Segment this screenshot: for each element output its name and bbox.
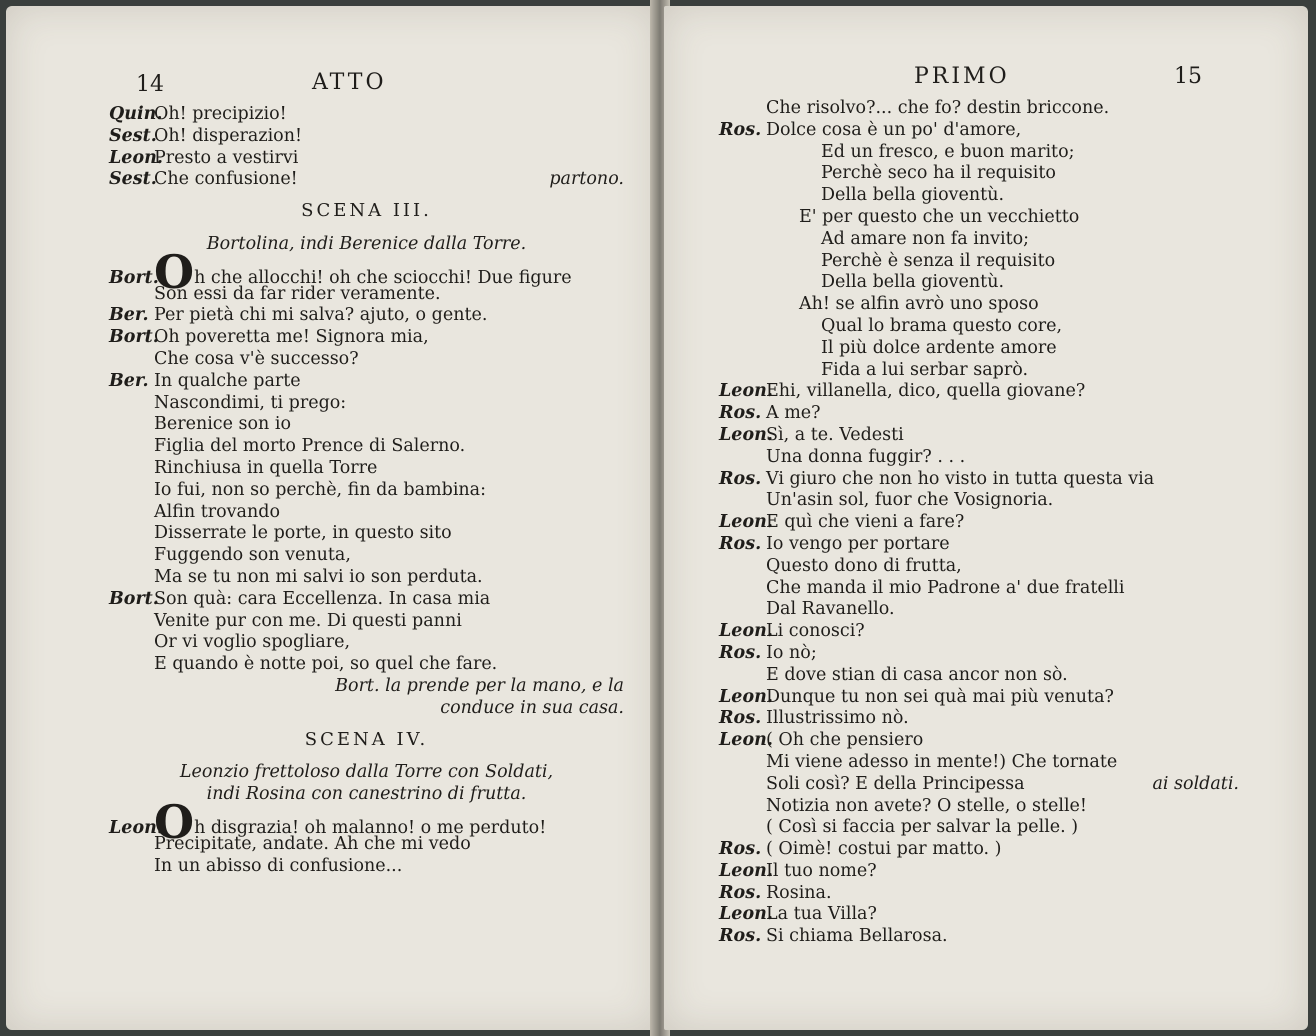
text-line bbox=[719, 98, 1239, 120]
text-line bbox=[719, 403, 1239, 425]
text-line bbox=[109, 305, 624, 327]
text-line bbox=[109, 480, 624, 502]
dialogue-text: Che manda il mio Padrone a' due fratelli bbox=[766, 577, 1125, 598]
running-header: PRIMO bbox=[914, 64, 1010, 89]
text-line bbox=[109, 349, 624, 371]
dialogue-text: Precipitate, andate. Ah che mi vedo bbox=[154, 833, 471, 854]
speaker-label: Leon. bbox=[719, 860, 773, 881]
dialogue-text: Presto a vestirvi bbox=[154, 147, 299, 168]
stage-direction: partono. bbox=[549, 169, 624, 190]
page-number: 14 bbox=[136, 72, 164, 97]
dialogue-text: Berenice son io bbox=[154, 414, 292, 435]
dialogue-text: Alfin trovando bbox=[154, 501, 281, 522]
text-line bbox=[719, 817, 1239, 839]
dialogue-text: h che allocchi! oh che sciocchi! Due figure bbox=[194, 267, 572, 288]
stage-direction-text: Bortolina, indi Berenice dalla Torre. bbox=[206, 233, 527, 254]
text-line bbox=[109, 436, 624, 458]
dialogue-text: Ma se tu non mi salvi io son perduta. bbox=[154, 566, 483, 587]
drop-cap: O bbox=[154, 794, 195, 849]
dialogue-text: Illustrissimo nò. bbox=[766, 708, 909, 729]
left-page bbox=[6, 6, 656, 1030]
dialogue-text: Ad amare non fa invito; bbox=[821, 228, 1030, 249]
text-line bbox=[719, 381, 1239, 403]
dialogue-text: In qualche parte bbox=[154, 370, 301, 391]
dialogue-text: Notizia non avete? O stelle, o stelle! bbox=[766, 795, 1087, 816]
text-line bbox=[719, 120, 1239, 142]
running-header: ATTO bbox=[312, 70, 387, 95]
text-line bbox=[719, 338, 1239, 360]
dialogue-text: Vi giuro che non ho visto in tutta questa via bbox=[766, 468, 1155, 489]
dialogue-text: Io fui, non so perchè, fin da bambina: bbox=[154, 479, 487, 500]
dialogue-text: E dove stian di casa ancor non sò. bbox=[766, 664, 1068, 685]
text-line bbox=[719, 599, 1239, 621]
text-line bbox=[719, 708, 1239, 730]
speaker-label: Leon. bbox=[719, 424, 773, 445]
text-line bbox=[109, 589, 624, 611]
dialogue-text: In un abisso di confusione... bbox=[154, 855, 403, 876]
speaker-label: Leon. bbox=[109, 147, 163, 168]
dialogue-text: Dolce cosa è un po' d'amore, bbox=[766, 119, 1022, 140]
dialogue-text: Perchè seco ha il requisito bbox=[821, 163, 1056, 184]
speaker-label: Ros. bbox=[719, 119, 762, 140]
speaker-label: Leon. bbox=[719, 512, 773, 533]
stage-direction bbox=[109, 698, 624, 720]
dialogue-text: Della bella gioventù. bbox=[821, 272, 1005, 293]
scene-title: SCENA III. bbox=[301, 200, 432, 222]
stage-direction-text: Leonzio frettoloso dalla Torre con Soldati, bbox=[179, 762, 554, 783]
text-line bbox=[109, 327, 624, 349]
text-line bbox=[719, 294, 1239, 316]
text-line bbox=[719, 796, 1239, 818]
stage-direction: ai soldati. bbox=[1152, 773, 1239, 794]
dialogue-text: Si chiama Bellarosa. bbox=[766, 926, 948, 947]
speaker-label: Ros. bbox=[719, 533, 762, 554]
text-line bbox=[109, 371, 624, 393]
text-line bbox=[719, 904, 1239, 926]
speaker-label: Bort. bbox=[109, 588, 159, 609]
stage-direction-text: conduce in sua casa. bbox=[440, 697, 624, 718]
dialogue-text: Dal Ravanello. bbox=[766, 599, 895, 620]
text-line bbox=[719, 730, 1239, 752]
dialogue-text: Che risolvo?... che fo? destin briccone. bbox=[766, 98, 1110, 118]
dialogue-text: E quando è notte poi, so quel che fare. bbox=[154, 654, 498, 675]
speaker-label: Ros. bbox=[719, 882, 762, 903]
dialogue-text: Un'asin sol, fuor che Vosignoria. bbox=[766, 490, 1054, 511]
dialogue-text: Io nò; bbox=[766, 642, 817, 663]
text-line bbox=[719, 251, 1239, 273]
speaker-label: Ros. bbox=[719, 708, 762, 729]
text-line bbox=[109, 169, 624, 191]
text-line bbox=[109, 148, 624, 170]
text-line bbox=[109, 545, 624, 567]
scene-title: SCENA IV. bbox=[304, 728, 429, 750]
text-line bbox=[109, 523, 624, 545]
text-line bbox=[719, 360, 1239, 382]
dialogue-text: Rosina. bbox=[766, 882, 832, 903]
dialogue-text: Io vengo per portare bbox=[766, 533, 950, 554]
dialogue-text: Rinchiusa in quella Torre bbox=[154, 457, 378, 478]
text-line bbox=[109, 856, 624, 878]
text-line bbox=[719, 185, 1239, 207]
dialogue-text: Una donna fuggir? . . . bbox=[766, 446, 966, 467]
dialogue-text: Oh! disperazion! bbox=[154, 125, 303, 146]
text-line bbox=[109, 502, 624, 524]
dialogue-text: Ehi, villanella, dico, quella giovane? bbox=[766, 381, 1086, 402]
text-line bbox=[719, 316, 1239, 338]
speaker-label: Bort. bbox=[109, 327, 159, 348]
speaker-label: Bort. bbox=[109, 267, 159, 288]
text-line bbox=[719, 665, 1239, 687]
dialogue-text: Nascondimi, ti prego: bbox=[154, 392, 347, 413]
dialogue-text: Il più dolce ardente amore bbox=[821, 337, 1057, 358]
text-line bbox=[719, 752, 1239, 774]
dialogue-text: E' per questo che un vecchietto bbox=[799, 206, 1080, 227]
dialogue-text: Soli così? E della Principessa bbox=[766, 773, 1025, 794]
text-line bbox=[719, 883, 1239, 905]
dialogue-text: Che confusione! bbox=[154, 169, 298, 190]
dialogue-text: Il tuo nome? bbox=[766, 860, 877, 881]
dialogue-text: Li conosci? bbox=[766, 621, 865, 642]
text-line bbox=[719, 687, 1239, 709]
dialogue-text: E quì che vieni a fare? bbox=[766, 512, 965, 533]
speaker-label: Leon. bbox=[719, 621, 773, 642]
dialogue-text: Dunque tu non sei quà mai più venuta? bbox=[766, 686, 1114, 707]
dialogue-text: ( Oimè! costui par matto. ) bbox=[766, 839, 1002, 860]
speaker-label: Ber. bbox=[109, 370, 149, 391]
text-line bbox=[719, 512, 1239, 534]
dialogue-text: Ah! se alfin avrò uno sposo bbox=[799, 294, 1039, 315]
dialogue-text: La tua Villa? bbox=[766, 904, 877, 925]
text-line bbox=[719, 447, 1239, 469]
dialogue-text: Per pietà chi mi salva? ajuto, o gente. bbox=[154, 305, 488, 326]
dialogue-text: A me? bbox=[766, 403, 821, 424]
speaker-label: Leon. bbox=[719, 381, 773, 402]
dialogue-text: Questo dono di frutta, bbox=[766, 555, 962, 576]
stage-direction-text: indi Rosina con canestrino di frutta. bbox=[206, 784, 527, 805]
dialogue-text: Or vi voglio spogliare, bbox=[154, 632, 351, 653]
text-line bbox=[719, 229, 1239, 251]
speaker-label: Quin. bbox=[109, 104, 163, 124]
text-line bbox=[109, 393, 624, 415]
dialogue-text: Venite pur con me. Di questi panni bbox=[154, 610, 462, 631]
dialogue-text: Disserrate le porte, in questo sito bbox=[154, 523, 452, 544]
speaker-label: Sest. bbox=[109, 125, 157, 146]
scene-heading bbox=[109, 200, 624, 222]
stage-direction bbox=[109, 762, 624, 784]
dialogue-text: Qual lo brama questo core, bbox=[821, 315, 1063, 336]
dialogue-text: Sì, a te. Vedesti bbox=[766, 424, 904, 445]
dialogue-text: Oh! precipizio! bbox=[154, 104, 287, 124]
text-line bbox=[719, 163, 1239, 185]
speaker-label: Leon. bbox=[719, 730, 773, 751]
dialogue-text: Fida a lui serbar saprò. bbox=[821, 359, 1029, 380]
page-text bbox=[719, 98, 1239, 948]
speaker-label: Ber. bbox=[109, 305, 149, 326]
stage-direction-text: Bort. la prende per la mano, e la bbox=[335, 675, 624, 696]
scene-heading bbox=[109, 729, 624, 751]
text-line bbox=[109, 632, 624, 654]
text-line bbox=[719, 556, 1239, 578]
text-line bbox=[719, 469, 1239, 491]
text-line bbox=[719, 861, 1239, 883]
speaker-label: Ros. bbox=[719, 468, 762, 489]
text-line bbox=[719, 839, 1239, 861]
page-text bbox=[109, 104, 624, 877]
text-line bbox=[719, 534, 1239, 556]
text-line bbox=[109, 126, 624, 148]
speaker-label: Leon. bbox=[719, 904, 773, 925]
speaker-label: Ros. bbox=[719, 403, 762, 424]
text-line bbox=[719, 490, 1239, 512]
speaker-label: Ros. bbox=[719, 839, 762, 860]
text-line bbox=[719, 621, 1239, 643]
dialogue-text: Figlia del morto Prence di Salerno. bbox=[154, 436, 466, 457]
text-line bbox=[719, 207, 1239, 229]
speaker-label: Leon. bbox=[719, 686, 773, 707]
text-line bbox=[109, 654, 624, 676]
speaker-label: Leon. bbox=[109, 817, 163, 838]
text-line bbox=[719, 774, 1239, 796]
text-line bbox=[719, 142, 1239, 164]
text-line bbox=[109, 834, 624, 856]
text-line bbox=[109, 611, 624, 633]
dialogue-text: Son quà: cara Eccellenza. In casa mia bbox=[154, 588, 491, 609]
text-line bbox=[719, 926, 1239, 948]
dialogue-text: Che cosa v'è successo? bbox=[154, 348, 359, 369]
text-line bbox=[109, 458, 624, 480]
dialogue-text: h disgrazia! oh malanno! o me perduto! bbox=[194, 817, 547, 838]
dialogue-text: Oh poveretta me! Signora mia, bbox=[154, 327, 429, 348]
dialogue-text: ( Oh che pensiero bbox=[766, 730, 924, 751]
dialogue-text: Perchè è senza il requisito bbox=[821, 250, 1056, 271]
text-line bbox=[719, 643, 1239, 665]
page-number: 15 bbox=[1174, 64, 1202, 89]
text-line bbox=[109, 414, 624, 436]
speaker-label: Ros. bbox=[719, 642, 762, 663]
dialogue-text: Fuggendo son venuta, bbox=[154, 545, 351, 566]
dialogue-text: Della bella gioventù. bbox=[821, 185, 1005, 206]
right-page bbox=[664, 6, 1308, 1030]
dialogue-text: Ed un fresco, e buon marito; bbox=[821, 141, 1075, 162]
dialogue-text: Son essi da far rider veramente. bbox=[154, 283, 441, 304]
text-line bbox=[719, 578, 1239, 600]
dialogue-text: Mi viene adesso in mente!) Che tornate bbox=[766, 751, 1118, 772]
speaker-label: Sest. bbox=[109, 169, 157, 190]
text-line bbox=[719, 272, 1239, 294]
text-line bbox=[109, 104, 624, 126]
text-line bbox=[719, 425, 1239, 447]
speaker-label: Ros. bbox=[719, 926, 762, 947]
dialogue-text: ( Così si faccia per salvar la pelle. ) bbox=[766, 817, 1079, 838]
drop-cap: O bbox=[154, 244, 195, 299]
text-line bbox=[109, 567, 624, 589]
stage-direction bbox=[109, 676, 624, 698]
